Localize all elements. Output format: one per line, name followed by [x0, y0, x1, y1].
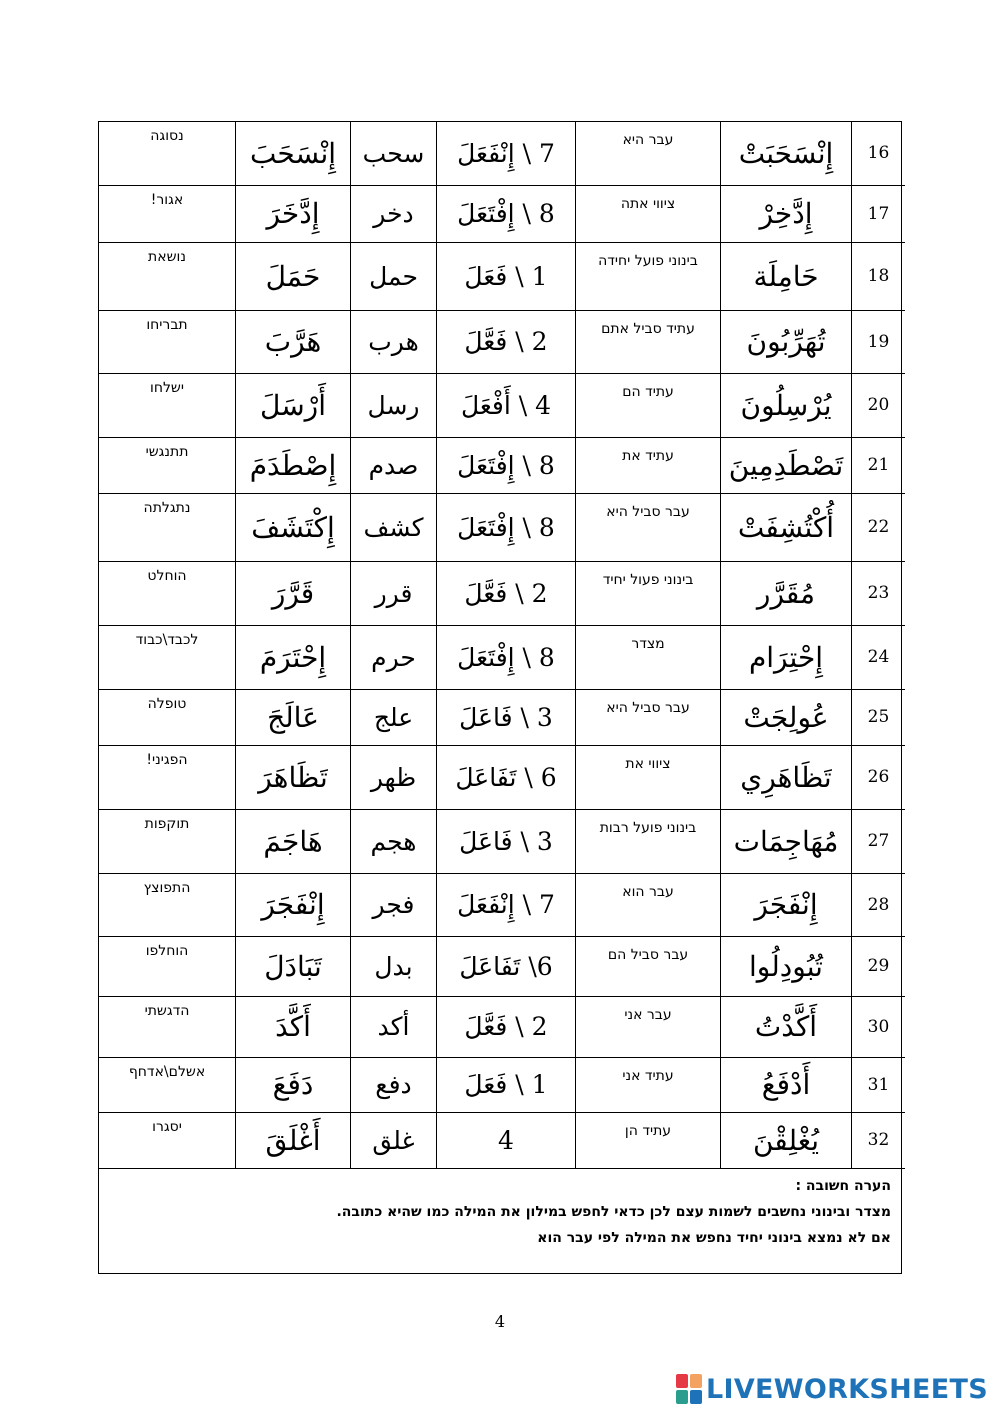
- word-cell: تُهَرِّبُونَ: [721, 310, 852, 373]
- form-cell: עבר סביל היא: [576, 493, 721, 561]
- root-cell: أكد: [351, 996, 437, 1057]
- form-cell: עתיד אני: [576, 1057, 721, 1112]
- past-tense-cell: إِنْفَجَرَ: [236, 873, 351, 936]
- table-row: [99, 373, 905, 437]
- binyan-cell: 6\ تَفَاعَلَ: [437, 936, 576, 996]
- note-line-1: מצדר ובינוני נחשבים לשמות עצם לכן כדאי לחפש במילון את המילה כמו שהיא כתובה.: [336, 1203, 891, 1220]
- page-number: 4: [494, 1312, 506, 1331]
- binyan-cell: 4: [437, 1112, 576, 1168]
- table-row: [99, 561, 905, 625]
- translation-cell: אשלם\אדחף: [99, 1057, 236, 1112]
- root-cell: فجر: [351, 873, 437, 936]
- table-row: [99, 493, 905, 561]
- form-cell: בינוני פעול יחיד: [576, 561, 721, 625]
- past-tense-cell: قَرَّرَ: [236, 561, 351, 625]
- table-row: [99, 745, 905, 809]
- binyan-cell: 8 \ إِفْتَعَلَ: [437, 493, 576, 561]
- row-number-cell: 31: [852, 1057, 906, 1112]
- row-number-cell: 23: [852, 561, 906, 625]
- important-note: [99, 1169, 901, 1273]
- root-cell: ظهر: [351, 745, 437, 809]
- past-tense-cell: أَكَّدَ: [236, 996, 351, 1057]
- root-cell: حمل: [351, 242, 437, 310]
- word-cell: إِنْسَحَبَتْ: [721, 122, 852, 185]
- logo-square-orange: [690, 1374, 702, 1388]
- binyan-cell: 7 \ إِنْفَعَلَ: [437, 122, 576, 185]
- root-cell: كشف: [351, 493, 437, 561]
- logo-square-teal: [676, 1390, 688, 1404]
- past-tense-cell: إِصْطَدَمَ: [236, 437, 351, 493]
- form-cell: עבר היא: [576, 122, 721, 185]
- binyan-cell: 8 \ إِفْتَعَلَ: [437, 185, 576, 242]
- translation-cell: טופלה: [99, 689, 236, 745]
- table-row: [99, 873, 905, 936]
- worksheet-table: [98, 121, 902, 1274]
- table-row: [99, 310, 905, 373]
- table-row: [99, 936, 905, 996]
- table-body: [99, 122, 905, 1168]
- form-cell: ציווי אתה: [576, 185, 721, 242]
- past-tense-cell: دَفَعَ: [236, 1057, 351, 1112]
- row-number-cell: 26: [852, 745, 906, 809]
- form-cell: ציווי את: [576, 745, 721, 809]
- table-row: [99, 1112, 905, 1168]
- word-cell: أَدْفَعُ: [721, 1057, 852, 1112]
- root-cell: دفع: [351, 1057, 437, 1112]
- word-cell: تَصْطَدِمِينَ: [721, 437, 852, 493]
- word-cell: حَامِلَة: [721, 242, 852, 310]
- brand-name: LIVEWORKSHEETS: [705, 1373, 988, 1405]
- translation-cell: הוחלפו: [99, 936, 236, 996]
- translation-cell: נושאת: [99, 242, 236, 310]
- past-tense-cell: إِحْتَرَمَ: [236, 625, 351, 689]
- word-cell: تُبُودِلُوا: [721, 936, 852, 996]
- form-cell: עתיד סביל אתם: [576, 310, 721, 373]
- translation-cell: יסגרו: [99, 1112, 236, 1168]
- row-number-cell: 30: [852, 996, 906, 1057]
- binyan-cell: 3 \ فَاعَلَ: [437, 689, 576, 745]
- binyan-cell: 2 \ فَعَّلَ: [437, 310, 576, 373]
- binyan-cell: 1 \ فَعَلَ: [437, 242, 576, 310]
- past-tense-cell: عَالَجَ: [236, 689, 351, 745]
- note-title: הערה חשובה :: [795, 1177, 891, 1194]
- form-cell: עבר אני: [576, 996, 721, 1057]
- past-tense-cell: هَاجَمَ: [236, 809, 351, 873]
- word-cell: إِدَّخِرْ: [721, 185, 852, 242]
- word-cell: إِنْفَجَرَ: [721, 873, 852, 936]
- table-row: [99, 185, 905, 242]
- logo-square-blue: [690, 1390, 702, 1404]
- binyan-cell: 7 \ إِنْفَعَلَ: [437, 873, 576, 936]
- form-cell: עבר סביל היא: [576, 689, 721, 745]
- translation-cell: תוקפות: [99, 809, 236, 873]
- word-cell: يُرْسِلُونَ: [721, 373, 852, 437]
- word-cell: إِحْتِرَام: [721, 625, 852, 689]
- word-cell: عُولِجَتْ: [721, 689, 852, 745]
- binyan-cell: 4 \ أَفْعَلَ: [437, 373, 576, 437]
- row-number-cell: 22: [852, 493, 906, 561]
- row-number-cell: 27: [852, 809, 906, 873]
- root-cell: هجم: [351, 809, 437, 873]
- form-cell: בינוני פועל יחידה: [576, 242, 721, 310]
- translation-cell: נתגלתה: [99, 493, 236, 561]
- table-row: [99, 996, 905, 1057]
- word-cell: مُهَاجِمَات: [721, 809, 852, 873]
- root-cell: غلق: [351, 1112, 437, 1168]
- root-cell: صدم: [351, 437, 437, 493]
- translation-cell: התפוצץ: [99, 873, 236, 936]
- translation-cell: ישלחו: [99, 373, 236, 437]
- logo-square-red: [676, 1374, 688, 1388]
- translation-cell: לכבד\כבוד: [99, 625, 236, 689]
- root-cell: حرم: [351, 625, 437, 689]
- binyan-cell: 2 \ فَعَّلَ: [437, 996, 576, 1057]
- translation-cell: נסוגה: [99, 122, 236, 185]
- binyan-cell: 6 \ تَفَاعَلَ: [437, 745, 576, 809]
- word-cell: أَكَّدْتُ: [721, 996, 852, 1057]
- word-cell: يُغْلِقْنَ: [721, 1112, 852, 1168]
- root-cell: هرب: [351, 310, 437, 373]
- past-tense-cell: تَبَادَلَ: [236, 936, 351, 996]
- row-number-cell: 19: [852, 310, 906, 373]
- table-row: [99, 437, 905, 493]
- word-cell: تَظَاهَرِي: [721, 745, 852, 809]
- word-cell: مُقَرَّر: [721, 561, 852, 625]
- table-row: [99, 122, 905, 185]
- past-tense-cell: أَغْلَقَ: [236, 1112, 351, 1168]
- row-number-cell: 17: [852, 185, 906, 242]
- form-cell: עתיד את: [576, 437, 721, 493]
- translation-cell: הפגיני!: [99, 745, 236, 809]
- table-row: [99, 1057, 905, 1112]
- binyan-cell: 1 \ فَعَلَ: [437, 1057, 576, 1112]
- past-tense-cell: إِدَّخَرَ: [236, 185, 351, 242]
- row-number-cell: 18: [852, 242, 906, 310]
- binyan-cell: 3 \ فَاعَلَ: [437, 809, 576, 873]
- past-tense-cell: إِكْتَشَفَ: [236, 493, 351, 561]
- form-cell: מצדר: [576, 625, 721, 689]
- form-cell: עתיד הן: [576, 1112, 721, 1168]
- table-row: [99, 242, 905, 310]
- root-cell: رسل: [351, 373, 437, 437]
- row-number-cell: 32: [852, 1112, 906, 1168]
- row-number-cell: 24: [852, 625, 906, 689]
- translation-cell: תתנגשי: [99, 437, 236, 493]
- past-tense-cell: أَرْسَلَ: [236, 373, 351, 437]
- translation-cell: הוחלט: [99, 561, 236, 625]
- root-cell: بدل: [351, 936, 437, 996]
- row-number-cell: 20: [852, 373, 906, 437]
- past-tense-cell: هَرَّبَ: [236, 310, 351, 373]
- binyan-cell: 8 \ إِفْتَعَلَ: [437, 437, 576, 493]
- liveworksheets-logo-icon: [676, 1374, 702, 1404]
- form-cell: בינוני פועל רבות: [576, 809, 721, 873]
- root-cell: قرر: [351, 561, 437, 625]
- table-row: [99, 809, 905, 873]
- table-row: [99, 625, 905, 689]
- root-cell: علج: [351, 689, 437, 745]
- binyan-cell: 2 \ فَعَّلَ: [437, 561, 576, 625]
- translation-cell: אגור!: [99, 185, 236, 242]
- table-row: [99, 689, 905, 745]
- form-cell: עתיד הם: [576, 373, 721, 437]
- translation-cell: תבריחו: [99, 310, 236, 373]
- binyan-cell: 8 \ إِفْتَعَلَ: [437, 625, 576, 689]
- note-line-2: אם לא נמצא בינוני יחיד נחפש את המילה לפי עבר הוא: [537, 1229, 891, 1246]
- past-tense-cell: حَمَلَ: [236, 242, 351, 310]
- row-number-cell: 21: [852, 437, 906, 493]
- root-cell: دخر: [351, 185, 437, 242]
- form-cell: עבר סביל הם: [576, 936, 721, 996]
- root-cell: سحب: [351, 122, 437, 185]
- conjugation-table: [99, 122, 905, 1169]
- row-number-cell: 28: [852, 873, 906, 936]
- row-number-cell: 29: [852, 936, 906, 996]
- liveworksheets-logo: [676, 1372, 988, 1406]
- past-tense-cell: إِنْسَحَبَ: [236, 122, 351, 185]
- form-cell: עבר הוא: [576, 873, 721, 936]
- past-tense-cell: تَظَاهَرَ: [236, 745, 351, 809]
- row-number-cell: 16: [852, 122, 906, 185]
- translation-cell: הדגשתי: [99, 996, 236, 1057]
- row-number-cell: 25: [852, 689, 906, 745]
- word-cell: أُكْتُشِفَتْ: [721, 493, 852, 561]
